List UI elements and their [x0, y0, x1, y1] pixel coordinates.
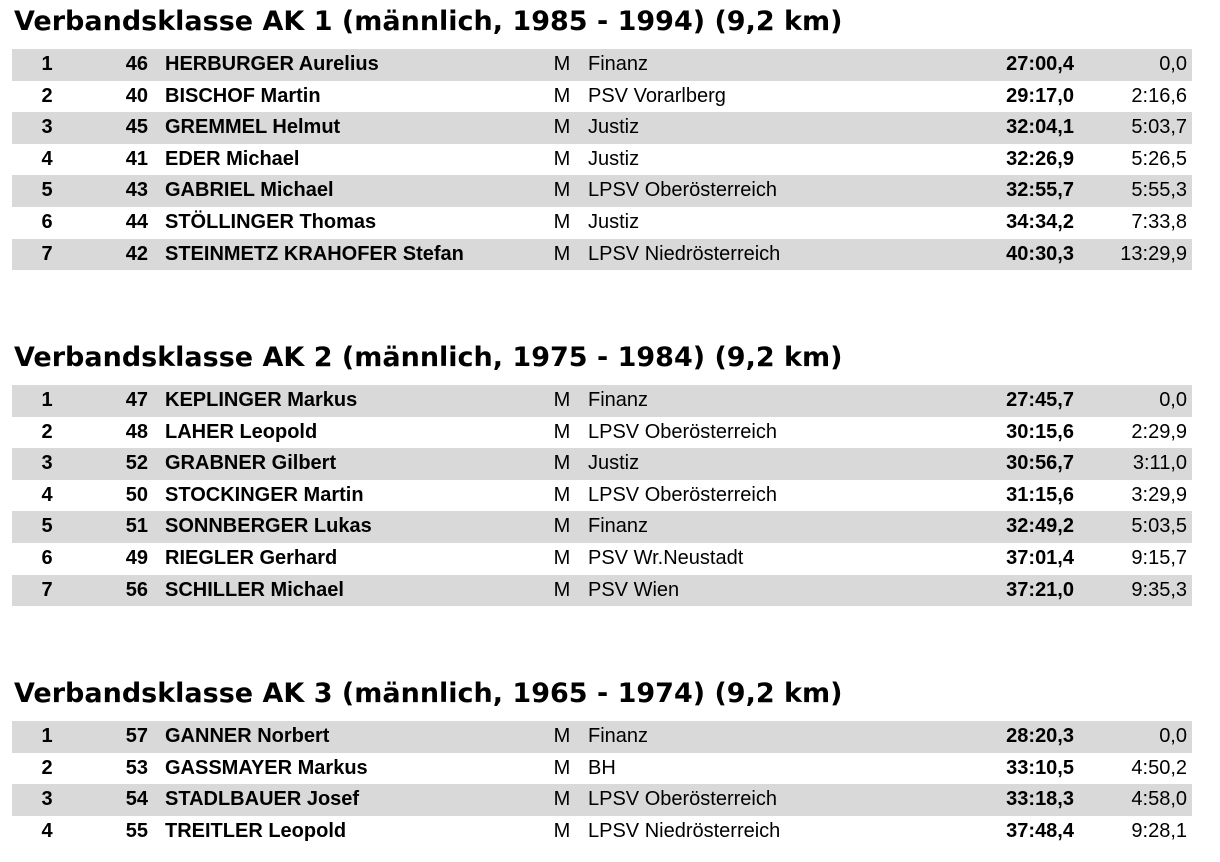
rank-cell: 4 — [41, 483, 53, 506]
bib-number-cell: 53 — [125, 756, 148, 779]
athlete-name-cell: BISCHOF Martin — [165, 84, 321, 107]
time-gap-cell: 2:16,6 — [1131, 84, 1187, 107]
time-gap-cell: 4:50,2 — [1131, 756, 1187, 779]
finish-time-cell: 33:18,3 — [1006, 788, 1074, 811]
gender-cell: M — [553, 53, 571, 75]
club-cell: Finanz — [588, 515, 649, 538]
athlete-name-cell: EDER Michael — [165, 147, 300, 170]
rank-cell: 2 — [41, 756, 53, 779]
rank-cell: 7 — [41, 578, 53, 601]
result-row — [12, 81, 1192, 113]
time-gap-cell: 7:33,8 — [1131, 210, 1187, 233]
result-row — [12, 448, 1192, 480]
club-cell: LPSV Oberösterreich — [588, 420, 777, 443]
bib-number-cell: 40 — [125, 84, 148, 107]
rank-cell: 4 — [41, 819, 53, 842]
result-row — [12, 721, 1192, 753]
time-gap-cell: 0,0 — [1159, 725, 1187, 747]
finish-time-cell: 37:01,4 — [1006, 546, 1074, 569]
gender-cell: M — [553, 546, 571, 569]
result-row — [12, 239, 1192, 271]
athlete-name-cell: GABRIEL Michael — [165, 179, 334, 202]
club-cell: LPSV Niedrösterreich — [588, 242, 781, 265]
gender-cell: M — [553, 147, 571, 170]
finish-time-cell: 32:04,1 — [1006, 116, 1074, 139]
bib-number-cell: 57 — [125, 725, 148, 747]
rank-cell: 6 — [41, 546, 53, 569]
athlete-name-cell: TREITLER Leopold — [165, 819, 347, 842]
result-row — [12, 480, 1192, 512]
time-gap-cell: 5:03,5 — [1131, 515, 1187, 538]
rank-cell: 4 — [41, 147, 53, 170]
gender-cell: M — [553, 756, 571, 779]
gender-cell: M — [553, 242, 571, 265]
gender-cell: M — [553, 210, 571, 233]
bib-number-cell: 52 — [125, 452, 148, 475]
bib-number-cell: 42 — [125, 242, 148, 265]
results-table — [12, 721, 1192, 847]
rank-cell: 1 — [41, 389, 53, 411]
results-section-ak3 — [12, 678, 1192, 847]
club-cell: LPSV Oberösterreich — [588, 788, 777, 811]
club-cell: Justiz — [588, 147, 640, 170]
gender-cell: M — [553, 483, 571, 506]
athlete-name-cell: GRABNER Gilbert — [165, 452, 337, 475]
finish-time-cell: 40:30,3 — [1006, 242, 1074, 265]
rank-cell: 3 — [41, 452, 53, 475]
athlete-name-cell: GASSMAYER Markus — [165, 756, 368, 779]
results-table — [12, 49, 1192, 270]
club-cell: LPSV Oberösterreich — [588, 483, 777, 506]
time-gap-cell: 5:55,3 — [1131, 179, 1187, 202]
bib-number-cell: 41 — [125, 147, 148, 170]
athlete-name-cell: GREMMEL Helmut — [165, 116, 341, 139]
gender-cell: M — [553, 819, 571, 842]
athlete-name-cell: STEINMETZ KRAHOFER Stefan — [165, 242, 464, 265]
finish-time-cell: 34:34,2 — [1006, 210, 1074, 233]
result-row — [12, 112, 1192, 144]
time-gap-cell: 4:58,0 — [1131, 788, 1187, 811]
time-gap-cell: 3:11,0 — [1132, 452, 1187, 475]
athlete-name-cell: GANNER Norbert — [165, 725, 330, 747]
result-row — [12, 175, 1192, 207]
finish-time-cell: 28:20,3 — [1006, 725, 1074, 747]
athlete-name-cell: SONNBERGER Lukas — [165, 515, 372, 538]
bib-number-cell: 47 — [125, 389, 148, 411]
athlete-name-cell: LAHER Leopold — [165, 420, 318, 443]
result-row — [12, 753, 1192, 785]
time-gap-cell: 13:29,9 — [1120, 242, 1187, 265]
bib-number-cell: 44 — [125, 210, 148, 233]
finish-time-cell: 31:15,6 — [1006, 483, 1074, 506]
bib-number-cell: 56 — [125, 578, 148, 601]
results-section-ak1 — [12, 6, 1192, 270]
time-gap-cell: 9:35,3 — [1131, 578, 1187, 601]
athlete-name-cell: RIEGLER Gerhard — [165, 546, 338, 569]
gender-cell: M — [553, 179, 571, 202]
result-row — [12, 144, 1192, 176]
time-gap-cell: 5:26,5 — [1131, 147, 1187, 170]
result-row — [12, 543, 1192, 575]
club-cell: PSV Wien — [588, 578, 680, 601]
finish-time-cell: 32:55,7 — [1006, 179, 1074, 202]
finish-time-cell: 32:26,9 — [1006, 147, 1074, 170]
results-table — [12, 385, 1192, 606]
club-cell: LPSV Niedrösterreich — [588, 819, 781, 842]
result-row — [12, 784, 1192, 816]
time-gap-cell: 2:29,9 — [1131, 420, 1187, 443]
finish-time-cell: 32:49,2 — [1006, 515, 1074, 538]
section-title: Verbandsklasse AK 3 (männlich, 1965 - 1974) (9,2 km) — [14, 678, 843, 709]
athlete-name-cell: SCHILLER Michael — [165, 578, 344, 601]
rank-cell: 1 — [41, 725, 53, 747]
bib-number-cell: 45 — [125, 116, 148, 139]
time-gap-cell: 0,0 — [1159, 389, 1187, 411]
athlete-name-cell: HERBURGER Aurelius — [165, 53, 379, 75]
result-row — [12, 511, 1192, 543]
club-cell: Finanz — [588, 53, 649, 75]
bib-number-cell: 51 — [125, 515, 148, 538]
bib-number-cell: 54 — [125, 788, 148, 811]
gender-cell: M — [553, 452, 571, 475]
gender-cell: M — [553, 84, 571, 107]
rank-cell: 7 — [41, 242, 53, 265]
club-cell: Justiz — [588, 452, 640, 475]
results-section-ak2 — [12, 342, 1192, 606]
bib-number-cell: 55 — [125, 819, 148, 842]
club-cell: LPSV Oberösterreich — [588, 179, 777, 202]
athlete-name-cell: STÖLLINGER Thomas — [165, 210, 377, 233]
rank-cell: 3 — [41, 116, 53, 139]
rank-cell: 2 — [41, 420, 53, 443]
section-title: Verbandsklasse AK 1 (männlich, 1985 - 1994) (9,2 km) — [14, 6, 843, 37]
rank-cell: 5 — [41, 515, 53, 538]
finish-time-cell: 30:56,7 — [1006, 452, 1074, 475]
finish-time-cell: 27:45,7 — [1006, 389, 1074, 411]
rank-cell: 3 — [41, 788, 53, 811]
time-gap-cell: 9:28,1 — [1131, 819, 1187, 842]
rank-cell: 1 — [41, 53, 53, 75]
time-gap-cell: 0,0 — [1159, 53, 1187, 75]
club-cell: Justiz — [588, 210, 640, 233]
club-cell: BH — [588, 756, 616, 779]
rank-cell: 5 — [41, 179, 53, 202]
bib-number-cell: 48 — [125, 420, 148, 443]
section-title: Verbandsklasse AK 2 (männlich, 1975 - 1984) (9,2 km) — [14, 342, 843, 373]
finish-time-cell: 27:00,4 — [1006, 53, 1074, 75]
bib-number-cell: 49 — [125, 546, 148, 569]
gender-cell: M — [553, 515, 571, 538]
club-cell: Finanz — [588, 725, 649, 747]
finish-time-cell: 37:21,0 — [1006, 578, 1074, 601]
result-row — [12, 417, 1192, 449]
time-gap-cell: 9:15,7 — [1131, 546, 1187, 569]
gender-cell: M — [553, 578, 571, 601]
time-gap-cell: 5:03,7 — [1131, 116, 1187, 139]
athlete-name-cell: KEPLINGER Markus — [165, 389, 358, 411]
club-cell: PSV Wr.Neustadt — [588, 546, 744, 569]
gender-cell: M — [553, 725, 571, 747]
rank-cell: 6 — [41, 210, 53, 233]
result-row — [12, 207, 1192, 239]
gender-cell: M — [553, 116, 571, 139]
rank-cell: 2 — [41, 84, 53, 107]
gender-cell: M — [553, 389, 571, 411]
athlete-name-cell: STOCKINGER Martin — [165, 483, 364, 506]
result-row — [12, 816, 1192, 848]
bib-number-cell: 46 — [125, 53, 148, 75]
gender-cell: M — [553, 788, 571, 811]
finish-time-cell: 33:10,5 — [1006, 756, 1074, 779]
finish-time-cell: 29:17,0 — [1006, 84, 1074, 107]
bib-number-cell: 50 — [125, 483, 148, 506]
gender-cell: M — [553, 420, 571, 443]
club-cell: PSV Vorarlberg — [588, 84, 726, 107]
club-cell: Finanz — [588, 389, 649, 411]
finish-time-cell: 37:48,4 — [1006, 819, 1074, 842]
result-row — [12, 575, 1192, 607]
bib-number-cell: 43 — [125, 179, 148, 202]
result-row — [12, 385, 1192, 417]
club-cell: Justiz — [588, 116, 640, 139]
athlete-name-cell: STADLBAUER Josef — [165, 788, 360, 811]
result-row — [12, 49, 1192, 81]
time-gap-cell: 3:29,9 — [1131, 483, 1187, 506]
finish-time-cell: 30:15,6 — [1006, 420, 1074, 443]
